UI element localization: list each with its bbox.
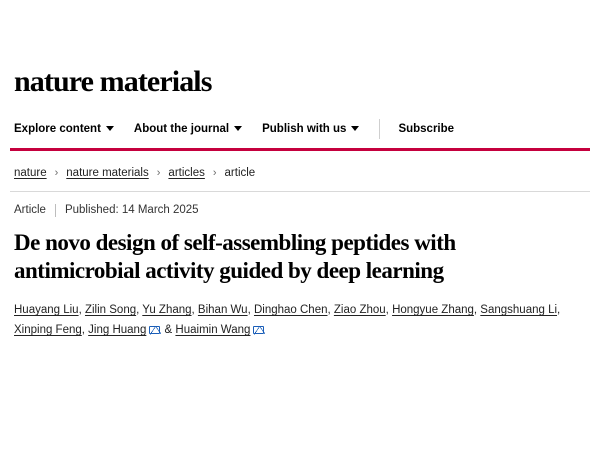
primary-navigation (10, 114, 590, 144)
nav-label: Subscribe (398, 122, 455, 135)
page-content (0, 28, 600, 414)
author-list (10, 300, 590, 340)
author-link[interactable]: Bihan Wu (197, 304, 248, 316)
author-link[interactable]: Jing Huang (88, 324, 147, 337)
breadcrumb-separator: › (212, 166, 217, 179)
breadcrumb-item-nature-materials[interactable]: nature materials (66, 166, 149, 179)
author-link[interactable]: Hongyue Zhang (392, 304, 474, 316)
author-link[interactable]: Huayang Liu (14, 304, 79, 316)
author-separator: , (385, 304, 393, 316)
nav-label: About the journal (133, 122, 230, 135)
chevron-down-icon (234, 126, 242, 131)
nav-divider (379, 119, 380, 139)
breadcrumb-item-nature[interactable]: nature (14, 166, 47, 179)
author-link[interactable]: Xinping Feng (14, 324, 82, 337)
breadcrumb (10, 167, 590, 179)
author-link[interactable]: Huaimin Wang (175, 324, 251, 337)
masthead (10, 28, 590, 104)
breadcrumb-separator: › (156, 166, 161, 179)
bottom-letterbox (0, 414, 600, 450)
breadcrumb-item-articles[interactable]: articles (168, 166, 205, 179)
author-link[interactable]: Zilin Song (84, 304, 137, 316)
page-title: De novo design of self-assembling peptides with antimicrobial activity guided by deep learning (14, 229, 456, 283)
author-separator: , (78, 304, 85, 316)
author-separator: , (473, 304, 481, 316)
meta-divider (55, 204, 56, 217)
top-letterbox (0, 0, 600, 28)
breadcrumb-rule (10, 191, 590, 192)
author-link[interactable]: Yu Zhang (142, 304, 192, 316)
nav-item-subscribe[interactable] (398, 123, 454, 135)
breadcrumb-item-article: article (224, 166, 256, 179)
nav-label: Explore content (14, 122, 101, 135)
author-separator: , (247, 304, 254, 316)
envelope-icon[interactable] (149, 326, 160, 334)
author-link[interactable]: Sangshuang Li (480, 304, 558, 316)
article-meta (10, 204, 590, 217)
breadcrumb-separator: › (54, 166, 59, 179)
nav-item-publish-with-us[interactable] (262, 123, 359, 135)
chevron-down-icon (351, 126, 359, 131)
article-type: Article (14, 204, 46, 216)
journal-logo[interactable]: nature materials (14, 65, 212, 98)
author-separator: , (557, 304, 561, 316)
author-separator: , (191, 304, 198, 316)
author-link[interactable]: Ziao Zhou (333, 304, 386, 316)
author-separator: , (136, 304, 143, 316)
envelope-icon[interactable] (253, 326, 264, 334)
author-separator: , (327, 304, 334, 316)
nav-item-explore-content[interactable] (14, 123, 114, 135)
author-link[interactable]: Dinghao Chen (253, 304, 328, 316)
article-published-date: Published: 14 March 2025 (64, 204, 199, 216)
accent-rule (10, 148, 590, 151)
nav-item-about-the-journal[interactable] (134, 123, 242, 135)
author-separator: & (161, 324, 176, 337)
nav-label: Publish with us (262, 122, 347, 135)
author-separator: , (81, 324, 89, 337)
chevron-down-icon (106, 126, 114, 131)
